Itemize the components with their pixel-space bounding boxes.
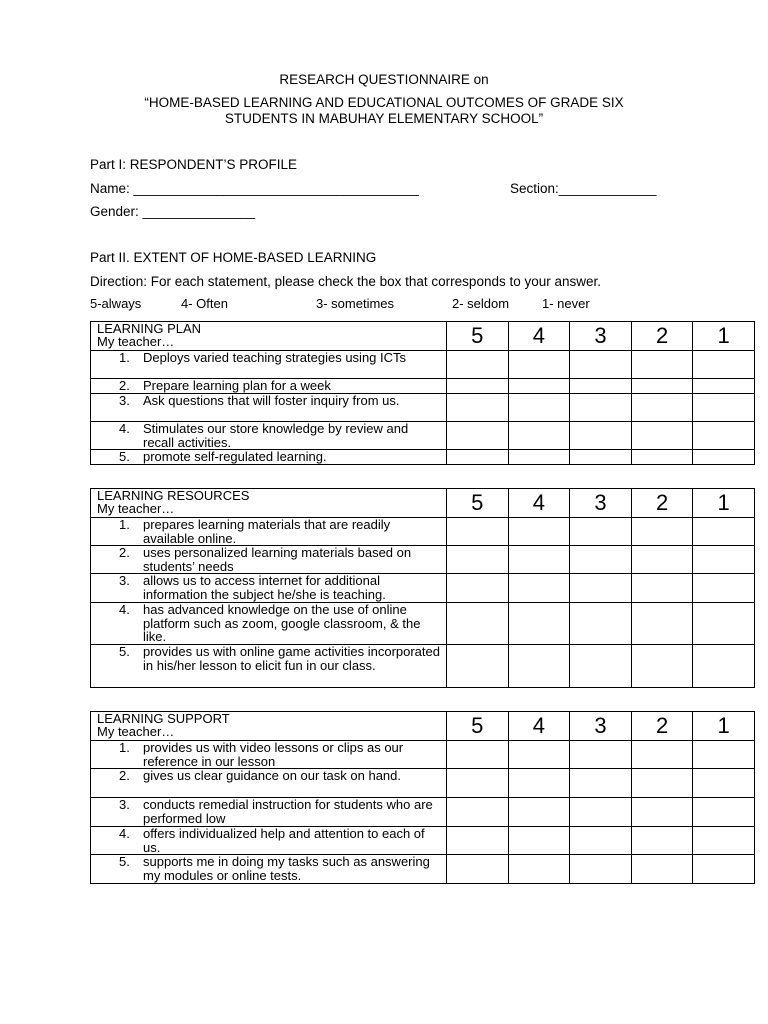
table-row bbox=[91, 518, 755, 546]
statement-cell bbox=[91, 546, 447, 574]
checkbox-1[interactable] bbox=[693, 574, 755, 603]
item-number: 1. bbox=[119, 350, 130, 365]
checkbox-4[interactable] bbox=[508, 855, 570, 884]
table-row bbox=[91, 351, 755, 379]
table-row bbox=[91, 603, 755, 645]
table-subtitle: My teacher… bbox=[97, 724, 175, 739]
checkbox-4[interactable] bbox=[508, 422, 570, 450]
rating-header-5: 5 bbox=[447, 322, 509, 351]
checkbox-3[interactable] bbox=[570, 603, 632, 645]
table-header-row bbox=[91, 322, 755, 351]
checkbox-2[interactable] bbox=[631, 798, 693, 827]
item-text: Stimulates our store knowledge by review and recall activities. bbox=[143, 421, 409, 450]
checkbox-3[interactable] bbox=[570, 422, 632, 450]
checkbox-4[interactable] bbox=[508, 394, 570, 422]
checkbox-2[interactable] bbox=[631, 574, 693, 603]
checkbox-4[interactable] bbox=[508, 351, 570, 379]
statement-cell bbox=[91, 518, 447, 546]
item-number: 2. bbox=[119, 378, 130, 393]
checkbox-5[interactable] bbox=[447, 351, 509, 379]
table-row bbox=[91, 379, 755, 394]
document-title: RESEARCH QUESTIONNAIRE on bbox=[279, 72, 489, 87]
learning-resources-table bbox=[90, 488, 755, 688]
statement-cell bbox=[91, 603, 447, 645]
checkbox-2[interactable] bbox=[631, 422, 693, 450]
checkbox-1[interactable] bbox=[693, 394, 755, 422]
direction-text: Direction: For each statement, please check the box that corresponds to your answer. bbox=[90, 274, 602, 289]
checkbox-2[interactable] bbox=[631, 546, 693, 574]
checkbox-3[interactable] bbox=[570, 379, 632, 394]
item-text: has advanced knowledge on the use of online platform such as zoom, google classroom, & the like. bbox=[143, 602, 421, 644]
item-number: 3. bbox=[119, 797, 130, 812]
item-text: prepares learning materials that are readily available online. bbox=[143, 517, 391, 546]
checkbox-3[interactable] bbox=[570, 351, 632, 379]
rating-header-4: 4 bbox=[508, 322, 570, 351]
checkbox-5[interactable] bbox=[447, 574, 509, 603]
item-text: supports me in doing my tasks such as answering my modules or online tests. bbox=[143, 854, 430, 883]
table-header bbox=[91, 489, 447, 518]
rating-header-1: 1 bbox=[693, 712, 755, 741]
checkbox-3[interactable] bbox=[570, 827, 632, 855]
checkbox-1[interactable] bbox=[693, 422, 755, 450]
table-row bbox=[91, 450, 755, 465]
checkbox-1[interactable] bbox=[693, 798, 755, 827]
table-row bbox=[91, 574, 755, 603]
item-text: allows us to access internet for additional information the subject he/she is teaching. bbox=[143, 573, 386, 602]
table-row bbox=[91, 422, 755, 450]
statement-cell bbox=[91, 769, 447, 798]
statement-cell bbox=[91, 422, 447, 450]
checkbox-1[interactable] bbox=[693, 379, 755, 394]
item-text: Prepare learning plan for a week bbox=[143, 378, 331, 393]
checkbox-2[interactable] bbox=[631, 518, 693, 546]
item-text: conducts remedial instruction for students who are performed low bbox=[143, 797, 433, 826]
statement-cell bbox=[91, 741, 447, 769]
checkbox-3[interactable] bbox=[570, 394, 632, 422]
table-row bbox=[91, 645, 755, 688]
checkbox-5[interactable] bbox=[447, 546, 509, 574]
item-text: promote self-regulated learning. bbox=[143, 449, 327, 464]
rating-header-2: 2 bbox=[631, 322, 693, 351]
rating-header-5: 5 bbox=[447, 489, 509, 518]
document-subtitle bbox=[0, 95, 768, 127]
statement-cell bbox=[91, 394, 447, 422]
item-number: 2. bbox=[119, 545, 130, 560]
rating-header-1: 1 bbox=[693, 489, 755, 518]
checkbox-4[interactable] bbox=[508, 379, 570, 394]
checkbox-4[interactable] bbox=[508, 546, 570, 574]
statement-cell bbox=[91, 798, 447, 827]
checkbox-2[interactable] bbox=[631, 450, 693, 465]
item-text: Ask questions that will foster inquiry from us. bbox=[143, 393, 400, 408]
rating-header-5: 5 bbox=[447, 712, 509, 741]
table-row bbox=[91, 546, 755, 574]
checkbox-3[interactable] bbox=[570, 855, 632, 884]
checkbox-2[interactable] bbox=[631, 394, 693, 422]
item-number: 1. bbox=[119, 740, 130, 755]
checkbox-5[interactable] bbox=[447, 741, 509, 769]
item-number: 3. bbox=[119, 573, 130, 588]
table-row bbox=[91, 798, 755, 827]
checkbox-3[interactable] bbox=[570, 574, 632, 603]
checkbox-1[interactable] bbox=[693, 855, 755, 884]
table-row bbox=[91, 827, 755, 855]
checkbox-4[interactable] bbox=[508, 518, 570, 546]
table-subtitle: My teacher… bbox=[97, 501, 175, 516]
part2-heading: Part II. EXTENT OF HOME-BASED LEARNING bbox=[90, 250, 377, 265]
name-field[interactable]: Name: ______________________________________ bbox=[90, 181, 419, 196]
checkbox-5[interactable] bbox=[447, 798, 509, 827]
checkbox-4[interactable] bbox=[508, 769, 570, 798]
checkbox-2[interactable] bbox=[631, 603, 693, 645]
table-header bbox=[91, 322, 447, 351]
checkbox-3[interactable] bbox=[570, 798, 632, 827]
table-row bbox=[91, 394, 755, 422]
checkbox-1[interactable] bbox=[693, 546, 755, 574]
checkbox-4[interactable] bbox=[508, 603, 570, 645]
item-number: 4. bbox=[119, 421, 130, 436]
checkbox-4[interactable] bbox=[508, 450, 570, 465]
checkbox-5[interactable] bbox=[447, 827, 509, 855]
scale-sometimes: 3- sometimes bbox=[316, 296, 395, 311]
item-number: 3. bbox=[119, 393, 130, 408]
checkbox-1[interactable] bbox=[693, 603, 755, 645]
table-title: LEARNING SUPPORT bbox=[97, 711, 230, 726]
part1-heading: Part I: RESPONDENT’S PROFILE bbox=[90, 157, 298, 172]
rating-header-2: 2 bbox=[631, 489, 693, 518]
checkbox-2[interactable] bbox=[631, 379, 693, 394]
scale-often: 4- Often bbox=[181, 296, 228, 311]
table-header bbox=[91, 712, 447, 741]
table-header-row bbox=[91, 489, 755, 518]
checkbox-5[interactable] bbox=[447, 769, 509, 798]
checkbox-3[interactable] bbox=[570, 546, 632, 574]
item-text: Deploys varied teaching strategies using ICTs bbox=[143, 350, 407, 365]
scale-seldom: 2- seldom bbox=[452, 296, 510, 311]
checkbox-2[interactable] bbox=[631, 855, 693, 884]
rating-header-3: 3 bbox=[570, 322, 632, 351]
checkbox-4[interactable] bbox=[508, 574, 570, 603]
checkbox-1[interactable] bbox=[693, 351, 755, 379]
scale-never: 1- never bbox=[542, 296, 590, 311]
checkbox-4[interactable] bbox=[508, 645, 570, 688]
learning-support-table bbox=[90, 711, 755, 884]
rating-header-1: 1 bbox=[693, 322, 755, 351]
table-row bbox=[91, 855, 755, 884]
checkbox-1[interactable] bbox=[693, 645, 755, 688]
table-title: LEARNING RESOURCES bbox=[97, 488, 250, 503]
rating-header-4: 4 bbox=[508, 489, 570, 518]
learning-plan-table bbox=[90, 321, 755, 465]
item-text: uses personalized learning materials based on students’ needs bbox=[143, 545, 412, 574]
item-number: 5. bbox=[119, 644, 130, 659]
checkbox-2[interactable] bbox=[631, 351, 693, 379]
checkbox-5[interactable] bbox=[447, 645, 509, 688]
item-text: offers individualized help and attention to each of us. bbox=[143, 826, 425, 855]
checkbox-1[interactable] bbox=[693, 518, 755, 546]
checkbox-3[interactable] bbox=[570, 769, 632, 798]
item-number: 5. bbox=[119, 449, 130, 464]
checkbox-2[interactable] bbox=[631, 769, 693, 798]
subtitle-line-1: “HOME-BASED LEARNING AND EDUCATIONAL OUTCOMES OF GRADE SIX bbox=[144, 95, 624, 110]
checkbox-3[interactable] bbox=[570, 450, 632, 465]
checkbox-1[interactable] bbox=[693, 450, 755, 465]
checkbox-4[interactable] bbox=[508, 827, 570, 855]
checkbox-5[interactable] bbox=[447, 379, 509, 394]
checkbox-5[interactable] bbox=[447, 518, 509, 546]
checkbox-3[interactable] bbox=[570, 741, 632, 769]
rating-scale-legend bbox=[0, 296, 768, 312]
item-number: 1. bbox=[119, 517, 130, 532]
checkbox-1[interactable] bbox=[693, 827, 755, 855]
checkbox-1[interactable] bbox=[693, 741, 755, 769]
checkbox-5[interactable] bbox=[447, 422, 509, 450]
checkbox-5[interactable] bbox=[447, 394, 509, 422]
rating-header-4: 4 bbox=[508, 712, 570, 741]
item-number: 4. bbox=[119, 602, 130, 617]
checkbox-5[interactable] bbox=[447, 450, 509, 465]
table-title: LEARNING PLAN bbox=[97, 321, 202, 336]
rating-header-2: 2 bbox=[631, 712, 693, 741]
item-text: provides us with online game activities incorporated in his/her lesson to elicit fun in our class. bbox=[143, 644, 440, 673]
statement-cell bbox=[91, 855, 447, 884]
table-row bbox=[91, 769, 755, 798]
section-field[interactable]: Section:_____________ bbox=[510, 181, 657, 196]
statement-cell bbox=[91, 450, 447, 465]
item-text: provides us with video lessons or clips as our reference in our lesson bbox=[143, 740, 404, 769]
checkbox-2[interactable] bbox=[631, 827, 693, 855]
item-number: 4. bbox=[119, 826, 130, 841]
checkbox-2[interactable] bbox=[631, 645, 693, 688]
table-subtitle: My teacher… bbox=[97, 334, 175, 349]
statement-cell bbox=[91, 645, 447, 688]
checkbox-5[interactable] bbox=[447, 603, 509, 645]
checkbox-5[interactable] bbox=[447, 855, 509, 884]
item-number: 5. bbox=[119, 854, 130, 869]
rating-header-3: 3 bbox=[570, 712, 632, 741]
table-row bbox=[91, 741, 755, 769]
checkbox-1[interactable] bbox=[693, 769, 755, 798]
statement-cell bbox=[91, 379, 447, 394]
rating-header-3: 3 bbox=[570, 489, 632, 518]
subtitle-line-2: STUDENTS IN MABUHAY ELEMENTARY SCHOOL” bbox=[224, 111, 544, 126]
checkbox-3[interactable] bbox=[570, 645, 632, 688]
gender-field[interactable]: Gender: _______________ bbox=[90, 204, 256, 219]
checkbox-3[interactable] bbox=[570, 518, 632, 546]
statement-cell bbox=[91, 827, 447, 855]
statement-cell bbox=[91, 574, 447, 603]
item-number: 2. bbox=[119, 768, 130, 783]
item-text: gives us clear guidance on our task on hand. bbox=[143, 768, 402, 783]
checkbox-4[interactable] bbox=[508, 798, 570, 827]
checkbox-2[interactable] bbox=[631, 741, 693, 769]
checkbox-4[interactable] bbox=[508, 741, 570, 769]
table-header-row bbox=[91, 712, 755, 741]
statement-cell bbox=[91, 351, 447, 379]
scale-always: 5-always bbox=[90, 296, 142, 311]
